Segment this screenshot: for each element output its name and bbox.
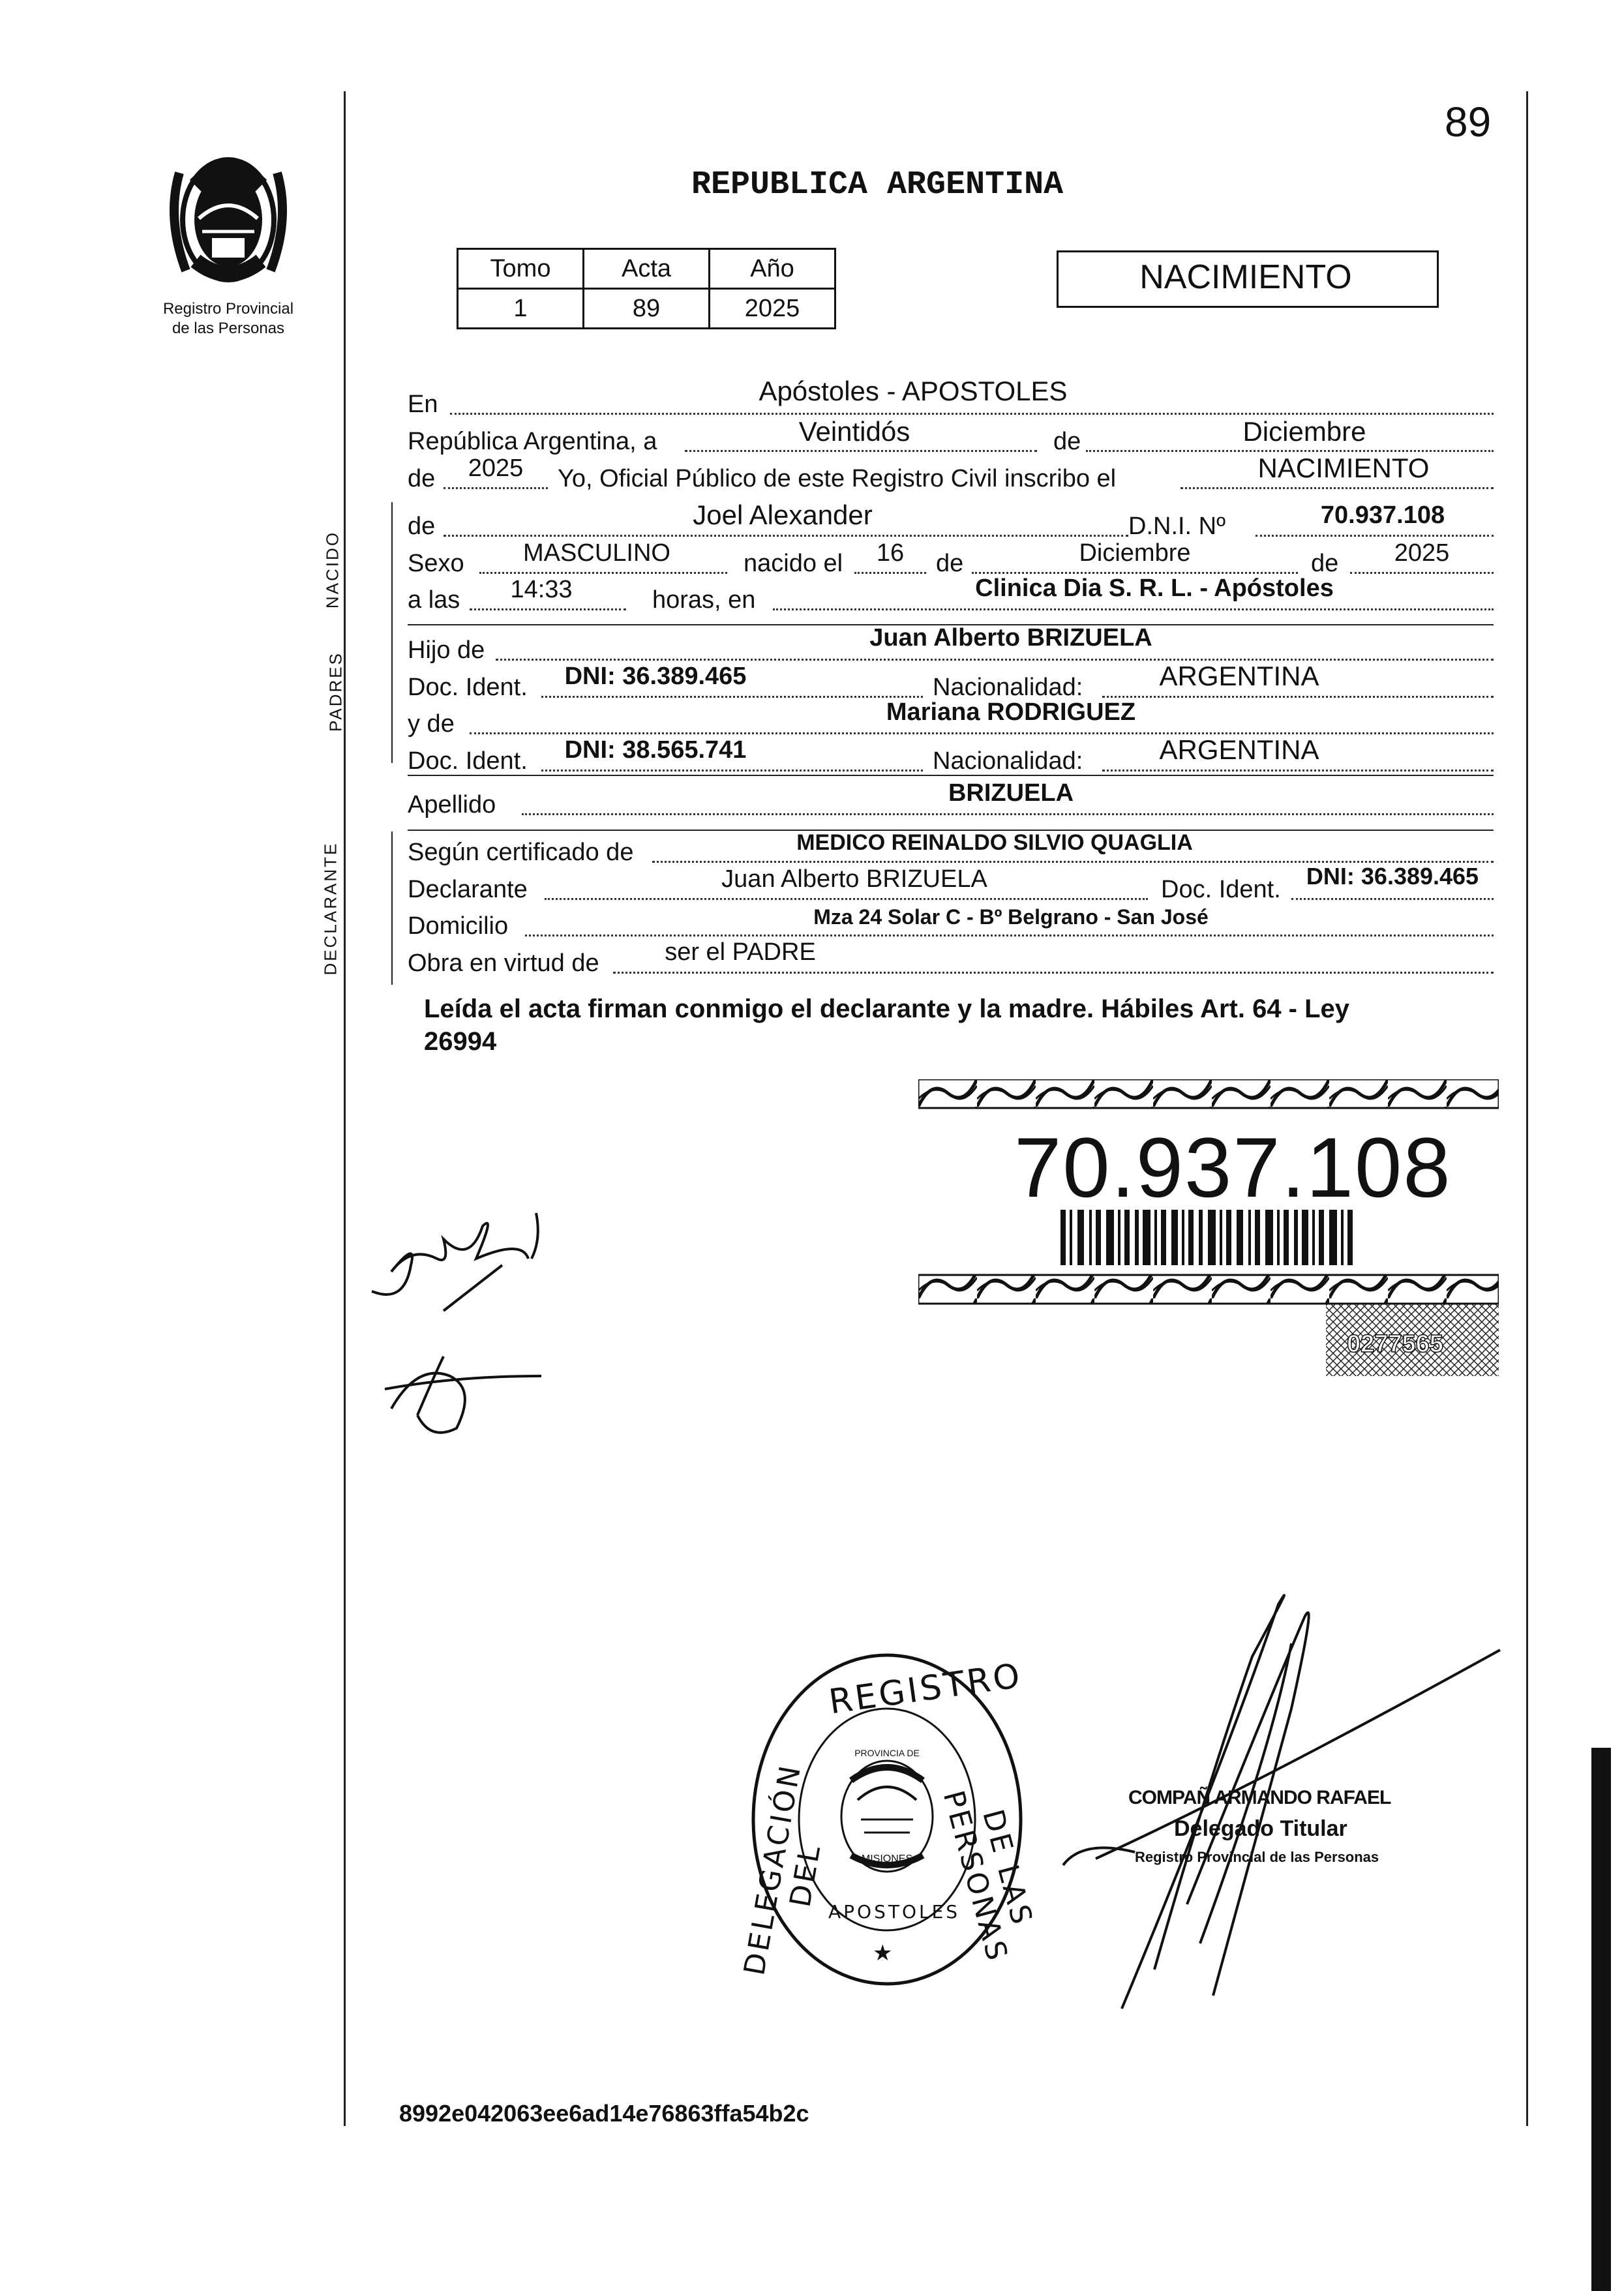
stamp-inner-bottom: MISIONES [861,1853,913,1864]
stamp-bottom-text: APOSTOLES [828,1901,961,1923]
obra-label: Obra en virtud de [408,950,599,977]
stamp-star-icon: ★ [873,1941,893,1966]
stamp-inner-top: PROVINCIA DE [854,1748,920,1758]
tomo-value: 1 [458,289,584,329]
cert-value: MEDICO REINALDO SILVIO QUAGLIA [796,830,1193,855]
nacido-bar [391,502,393,626]
official-name: COMPAÑ ARMANDO RAFAEL [1128,1787,1391,1808]
dots-dom [525,935,1494,936]
dots-inscription [1180,487,1494,489]
logo-caption-1: Registro Provincial [162,300,294,318]
mother-nat: ARGENTINA [1159,734,1319,765]
page-number: 89 [1445,98,1492,145]
stamp-right-text: DE LAS PERSONAS [936,1787,1039,1966]
anio-header: Año [710,249,835,289]
de-label-1: de [1053,428,1081,455]
closing-text-1: Leída el acta firman conmigo el declarante y la madre. Hábiles Art. 64 - Ley [424,995,1350,1023]
dots-mother-nat [1102,770,1494,771]
intro-inscription: NACIMIENTO [1257,453,1430,483]
dots-name [444,535,1128,537]
stamp-left-text: DELEGACIÓN DEL [738,1761,828,1978]
birth-year: 2025 [1394,539,1450,567]
country-title: REPUBLICA ARGENTINA [691,166,1064,203]
dom-label: Domicilio [408,912,509,940]
dots-father [496,659,1494,661]
signature-madre [378,1337,548,1441]
dom-value: Mza 24 Solar C - Bº Belgrano - San José [813,905,1209,929]
acta-value: 89 [584,289,710,329]
decl-doc: DNI: 36.389.465 [1306,863,1479,890]
mother-nat-label: Nacionalidad: [933,747,1083,775]
logo-caption-2: de las Personas [172,320,285,337]
intro-year: 2025 [468,455,524,482]
nacido-el-label: nacido el [744,550,843,577]
intro-place: Apóstoles - APOSTOLES [759,376,1068,406]
en-label: En [408,391,438,418]
de-label-2: de [408,465,436,492]
yo-text: Yo, Oficial Público de este Registro Civil inscribo el [558,465,1117,492]
dots-mother [470,732,1494,734]
mother-name: Mariana RODRIGUEZ [886,698,1136,726]
intro-day: Veintidós [798,416,910,447]
decl-name: Juan Alberto BRIZUELA [721,865,987,893]
de-label-3: de [936,550,964,577]
section-label-padres: PADRES [325,651,346,732]
signature-icon [365,1200,561,1330]
nacido-name: Joel Alexander [693,500,873,530]
mother-doc-label: Doc. Ident. [408,747,528,775]
dots-en [450,413,1494,415]
father-doc-label: Doc. Ident. [408,674,528,701]
dni-label: D.N.I. Nº [1128,513,1226,540]
signature-declarante [365,1200,561,1330]
birth-place: Clinica Dia S. R. L. - Apóstoles [975,575,1334,602]
de-label-4: de [1311,550,1339,577]
acta-header: Acta [584,249,710,289]
birth-month: Diciembre [1079,539,1191,567]
birth-day: 16 [876,539,905,567]
dots-obra [613,972,1494,974]
closing-text-2: 26994 [424,1027,497,1056]
tomo-header: Tomo [458,249,584,289]
padres-bar [391,626,393,763]
right-margin-line [1526,91,1528,2126]
father-nat-label: Nacionalidad: [933,674,1083,701]
dots-sexo [479,572,727,574]
apellido-value: BRIZUELA [948,779,1074,807]
sticker-serial: 0277565 [1347,1330,1443,1358]
mother-doc: DNI: 38.565.741 [564,736,747,764]
declarante-bar [391,831,393,985]
nacido-de-label: de [408,513,436,540]
apellido-label: Apellido [408,791,496,818]
father-name: Juan Alberto BRIZUELA [869,624,1152,651]
dots-birthplace [773,608,1494,610]
dots-dni [1256,535,1494,537]
cert-label: Según certificado de [408,839,634,866]
y-de-label: y de [408,710,455,738]
section-label-declarante: DECLARANTE [320,841,340,976]
document-hash: 8992e042063ee6ad14e76863ffa54b2c [399,2100,809,2127]
barcode [1060,1210,1353,1265]
nacido-sexo: MASCULINO [523,539,670,567]
official-org: Registro Provincial de las Personas [1135,1849,1379,1865]
dots-mother-doc [541,770,923,771]
decl-doc-label: Doc. Ident. [1161,876,1281,903]
sticker-number: 70.937.108 [1014,1120,1452,1215]
official-role: Delegado Titular [1174,1816,1347,1841]
act-type-box: NACIMIENTO [1139,258,1352,296]
registro-logo [160,147,297,297]
left-margin-line [344,91,346,2126]
tomo-acta-anio-table [457,248,836,329]
section-label-nacido: NACIDO [322,530,342,609]
anio-value: 2025 [710,289,835,329]
dots-decl [545,898,1148,900]
dots-day [685,450,1037,452]
father-nat: ARGENTINA [1159,661,1319,691]
misiones-seal-icon [160,147,297,297]
intro-month: Diciembre [1242,416,1366,447]
father-doc: DNI: 36.389.465 [564,663,747,690]
dots-month [1086,450,1494,452]
dots-time [470,608,626,610]
a-las-label: a las [408,586,460,614]
signature-icon [378,1337,548,1441]
republica-label: República Argentina, a [408,428,657,455]
hijo-de-label: Hijo de [408,636,485,664]
nacido-dni: 70.937.108 [1320,502,1445,529]
dots-year [444,487,548,489]
right-edge-bar [1591,1748,1611,2291]
dots-decl-doc [1291,898,1494,900]
horas-label: horas, en [652,586,756,614]
birth-time: 14:33 [510,576,573,603]
stamp-top-text: REGISTRO [826,1656,1025,1722]
sexo-label: Sexo [408,550,464,577]
decl-label: Declarante [408,876,528,903]
dots-apellido [522,813,1494,815]
obra-value: ser el PADRE [665,938,816,966]
